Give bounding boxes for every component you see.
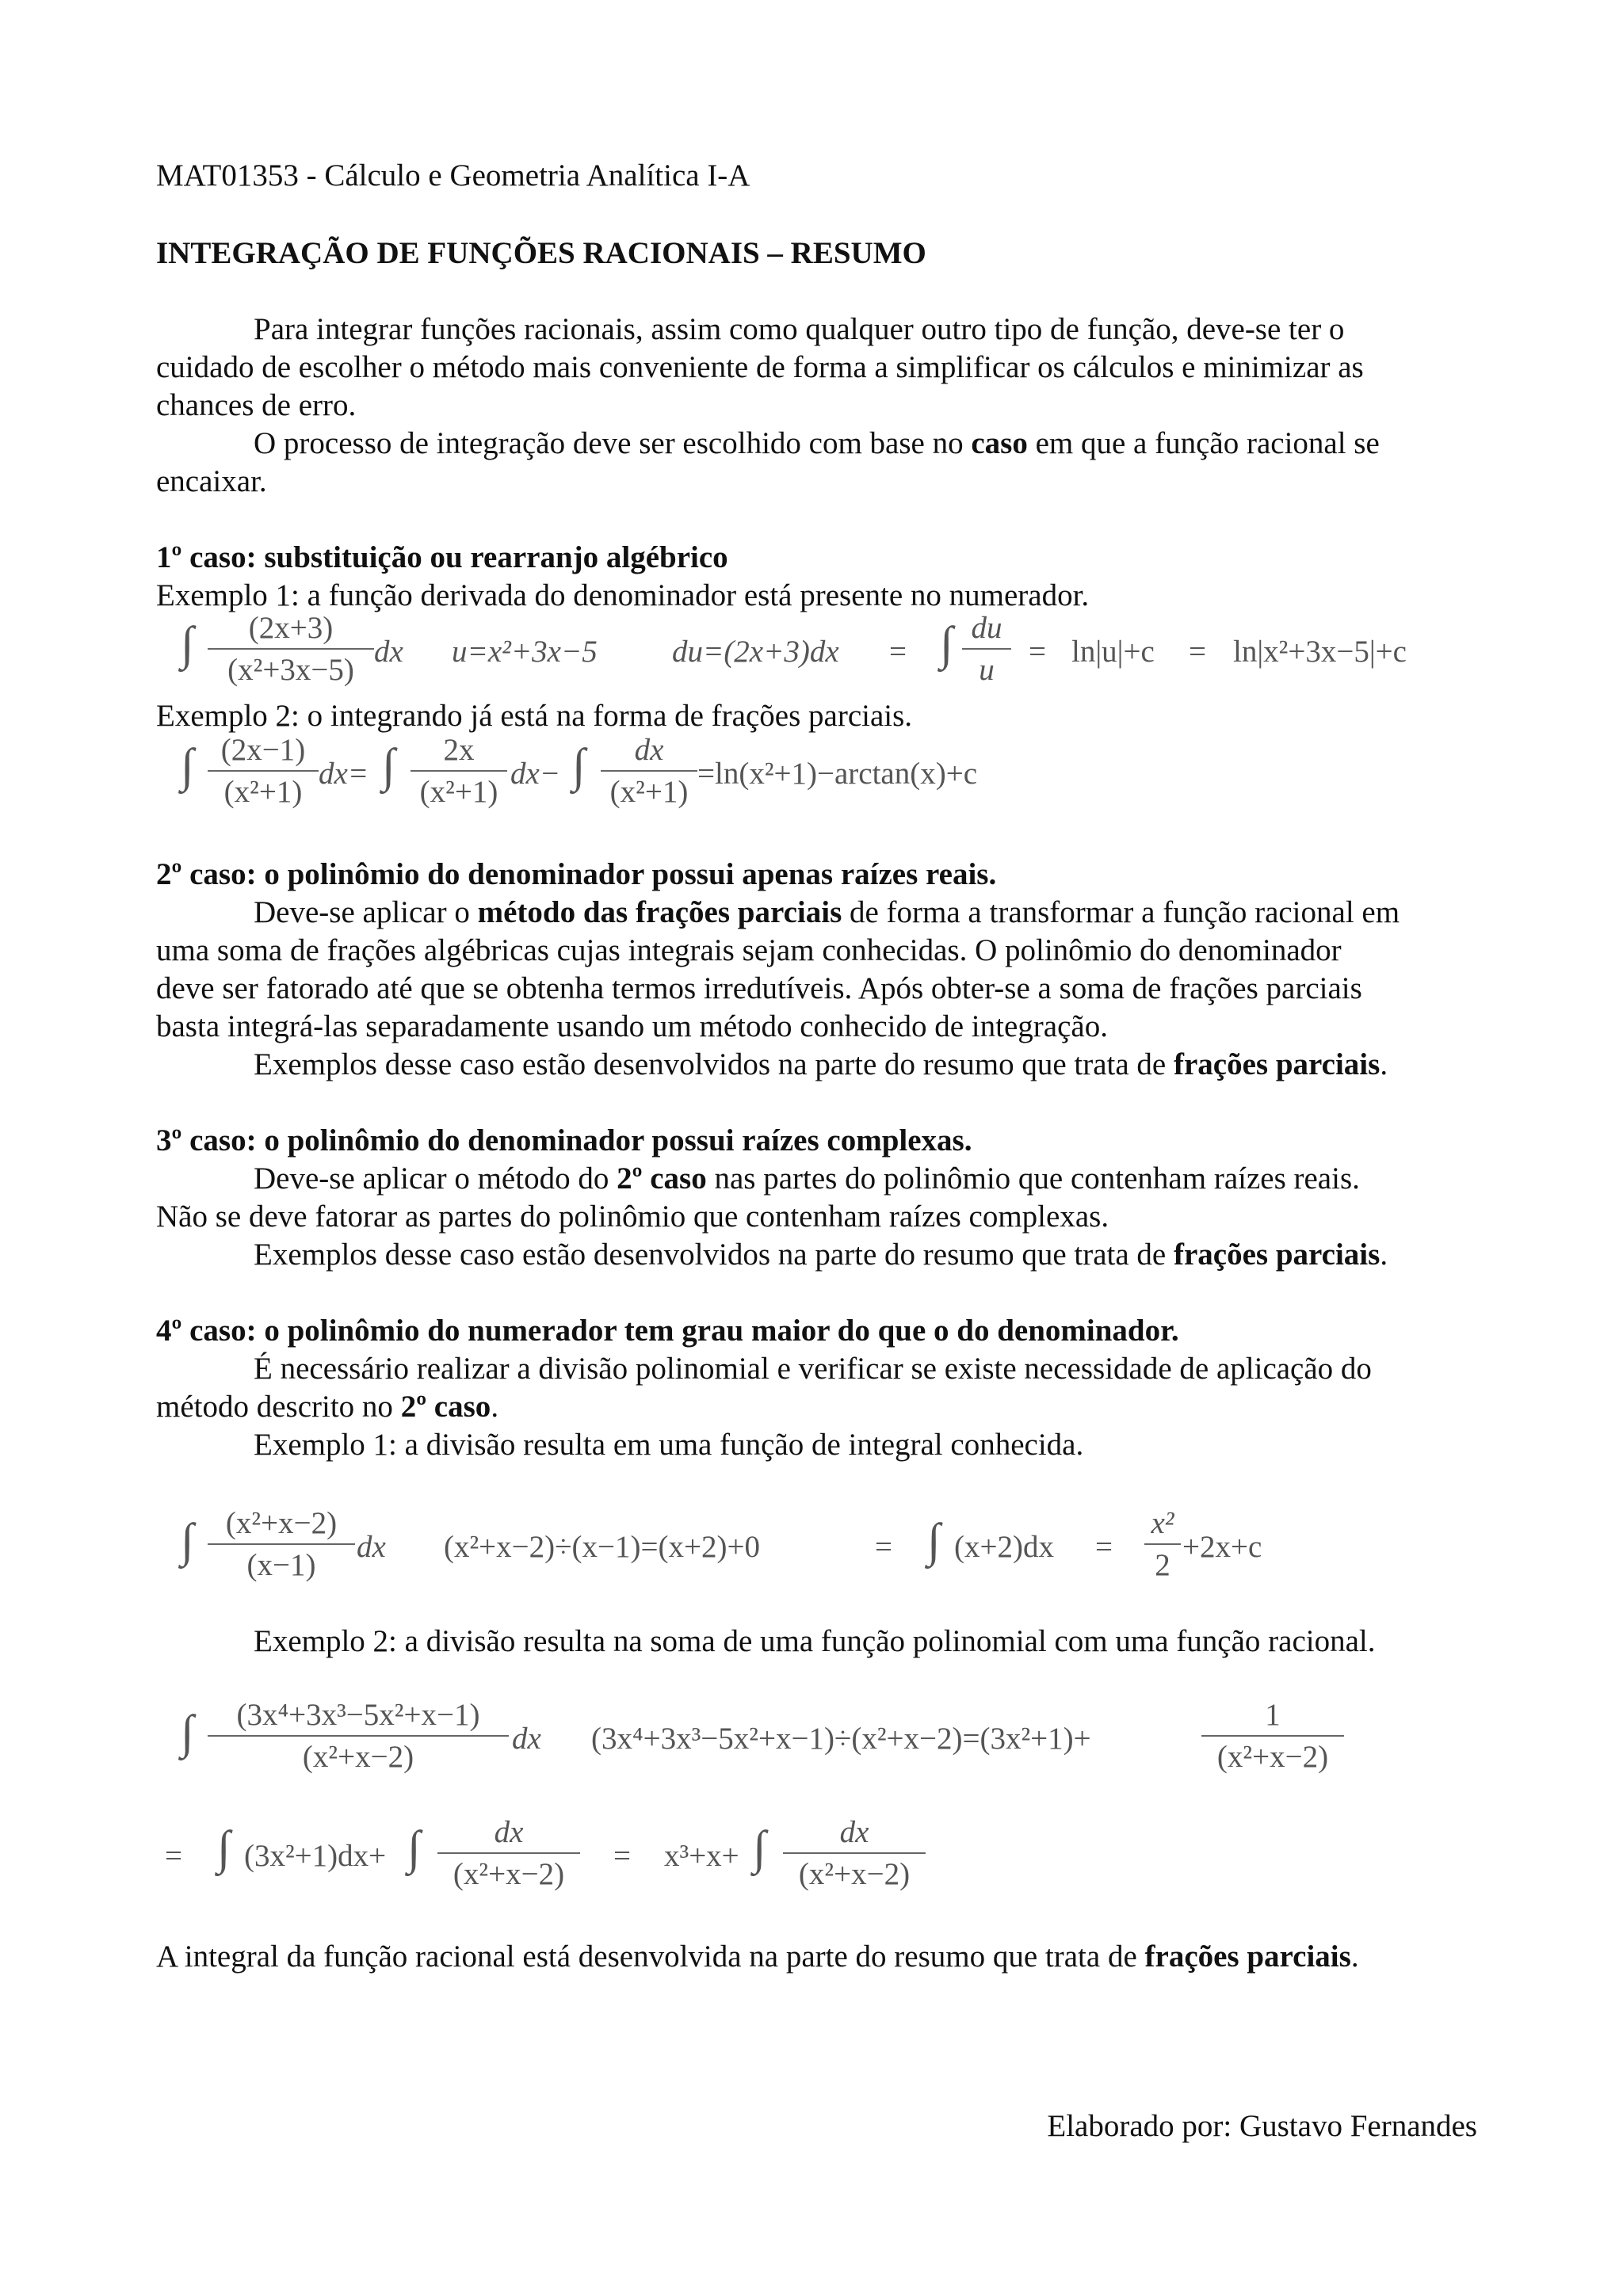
- author-credit: Elaborado por: Gustavo Fernandes: [1047, 2109, 1477, 2143]
- fraction: x² 2: [1144, 1505, 1181, 1583]
- intro-line-1: Para integrar funções racionais, assim como qualquer outro tipo de função, deve-se ter o: [254, 312, 1345, 346]
- integral-sign: ∫: [753, 1821, 766, 1874]
- fraction: dx (x²+1): [601, 732, 697, 810]
- integral-sign: ∫: [217, 1821, 231, 1874]
- fraction: dx (x²+x−2): [437, 1814, 580, 1892]
- integral-sign: ∫: [927, 1514, 941, 1566]
- case3-heading: 3º caso: o polinômio do denominador possui raízes complexas.: [156, 1123, 972, 1158]
- case3-line-3: Exemplos desse caso estão desenvolvidos na parte do resumo que trata de frações parciais.: [254, 1238, 1388, 1272]
- integral-sign: ∫: [181, 1514, 194, 1566]
- case2-heading: 2º caso: o polinômio do denominador possui apenas raízes reais.: [156, 857, 997, 891]
- case4-example2: Exemplo 2: a divisão resulta na soma de uma função polinomial com uma função racional.: [254, 1624, 1376, 1658]
- case3-line-1: Deve-se aplicar o método do 2º caso nas partes do polinômio que contenham raízes reais.: [254, 1161, 1360, 1196]
- intro-line-3: chances de erro.: [156, 388, 357, 422]
- intro-line-4: O processo de integração deve ser escolhido com base no caso em que a função racional se: [254, 426, 1380, 460]
- integral-sign: ∫: [382, 739, 395, 791]
- document-title: INTEGRAÇÃO DE FUNÇÕES RACIONAIS – RESUMO: [156, 236, 926, 270]
- case4-example1: Exemplo 1: a divisão resulta em uma função de integral conhecida.: [254, 1428, 1084, 1462]
- case2-line-2: uma soma de frações algébricas cujas integrais sejam conhecidas. O polinômio do denominador: [156, 933, 1342, 967]
- integral-sign: ∫: [940, 617, 953, 669]
- integral-sign: ∫: [181, 1706, 194, 1758]
- case1-example2: Exemplo 2: o integrando já está na forma de frações parciais.: [156, 699, 913, 733]
- case2-line-4: basta integrá-las separadamente usando um método conhecido de integração.: [156, 1009, 1108, 1043]
- fraction: 1 (x²+x−2): [1201, 1697, 1344, 1775]
- fraction: (3x⁴+3x³−5x²+x−1) (x²+x−2): [208, 1697, 509, 1775]
- integral-sign: ∫: [572, 739, 586, 791]
- case1-heading: 1º caso: substituição ou rearranjo algébrico: [156, 540, 728, 574]
- case4-heading: 4º caso: o polinômio do numerador tem grau maior do que o do denominador.: [156, 1314, 1179, 1348]
- fraction: du u: [962, 610, 1011, 688]
- case1-example1: Exemplo 1: a função derivada do denominador está presente no numerador.: [156, 578, 1090, 612]
- case4-line-2: método descrito no 2º caso.: [156, 1390, 499, 1424]
- case4-line-1: É necessário realizar a divisão polinomial e verificar se existe necessidade de aplicação do: [254, 1352, 1372, 1386]
- case3-line-2: Não se deve fatorar as partes do polinômio que contenham raízes complexas.: [156, 1199, 1109, 1234]
- case2-line-3: deve ser fatorado até que se obtenha termos irredutíveis. Após obter-se a soma de frações parciais: [156, 971, 1362, 1005]
- integral-sign: ∫: [181, 739, 194, 791]
- intro-line-2: cuidado de escolher o método mais conveniente de forma a simplificar os cálculos e minimizar as: [156, 350, 1364, 384]
- document-page: MAT01353 - Cálculo e Geometria Analítica I-A INTEGRAÇÃO DE FUNÇÕES RACIONAIS – RESUMO Para integrar funções racionais, assim como qualquer outro tipo de função, deve-se ter o cuidado de escolher o método mais conveniente de forma a simplificar os cálculos e minimizar as chances de erro. O processo de integração deve ser escolhido com base no caso em que a função racional se encaixar. 1º caso: substituição ou rearranjo algébrico Exemplo 1: a função derivada do denominador está presente no numerador. ∫ (2x+3) (x²+3x−5) dx u=x²+3x−5 du=(2x+3)dx = ∫ du u = ln|u|+c = ln|x²+3x−5|+c Exemplo 2: o integrando já está na forma de frações parciais. ∫ (2x−1) (x²+1) dx= ∫ 2x (x²+1) dx− ∫ dx (x²+1) =ln(x²+1)−arctan(x)+c 2º caso: o polinômio do denominador possui apenas raízes reais. Deve-se aplicar o método das frações parciais de forma a transformar a função racional em uma soma de frações algébricas cujas integrais sejam conhecidas. O polinômio do denominador deve ser fatorado até que se obtenha termos irredutíveis. Após obter-se a soma de frações parciais basta integrá-las separadamente usando um método conhecido de integração. Exemplos desse caso estão desenvolvidos na parte do resumo que trata de frações parciais. 3º caso: o polinômio do denominador possui raízes complexas. Deve-se aplicar o método do 2º caso nas partes do polinômio que contenham raízes reais. Não se deve fatorar as partes do polinômio que contenham raízes complexas. Exemplos desse caso estão desenvolvidos na parte do resumo que trata de frações parciais. 4º caso: o polinômio do numerador tem grau maior do que o do denominador. É necessário realizar a divisão polinomial e verificar se existe necessidade de aplicação do método descrito no 2º caso. Exemplo 1: a divisão resulta em uma função de integral conhecida. ∫ (x²+x−2) (x−1) dx (x²+x−2)÷(x−1)=(x+2)+0 = ∫ (x+2)dx = x² 2 +2x+c Exemplo 2: a divisão resulta na soma de uma função polinomial com uma função racional. ∫ (3x⁴+3x³−5x²+x−1) (x²+x−2) dx (3x⁴+3x³−5x²+x−1)÷(x²+x−2)=(3x²+1)+ 1 (x²+x−2) = ∫ (3x²+1)dx+ ∫ dx (x²+x−2) = x³+x+ ∫ dx (x²+x−2) A integral da função racional está desenvolvida na parte do resumo que trata de frações parciais. Elaborado por: Gustavo Fernandes: [0, 0, 1623, 2296]
- integral-sign: ∫: [181, 617, 194, 669]
- fraction: dx (x²+x−2): [783, 1814, 926, 1892]
- fraction: (x²+x−2) (x−1): [208, 1505, 355, 1583]
- fraction: (2x−1) (x²+1): [208, 732, 319, 810]
- case2-line-5: Exemplos desse caso estão desenvolvidos na parte do resumo que trata de frações parciais.: [254, 1047, 1388, 1081]
- fraction: (2x+3) (x²+3x−5): [208, 610, 374, 688]
- closing-line: A integral da função racional está desenvolvida na parte do resumo que trata de frações parciais.: [156, 1939, 1359, 1974]
- course-code: MAT01353 - Cálculo e Geometria Analítica I-A: [156, 158, 750, 193]
- case2-line-1: Deve-se aplicar o método das frações parciais de forma a transformar a função racional em: [254, 895, 1400, 929]
- intro-line-5: encaixar.: [156, 464, 267, 498]
- fraction: 2x (x²+1): [411, 732, 507, 810]
- integral-sign: ∫: [407, 1821, 421, 1874]
